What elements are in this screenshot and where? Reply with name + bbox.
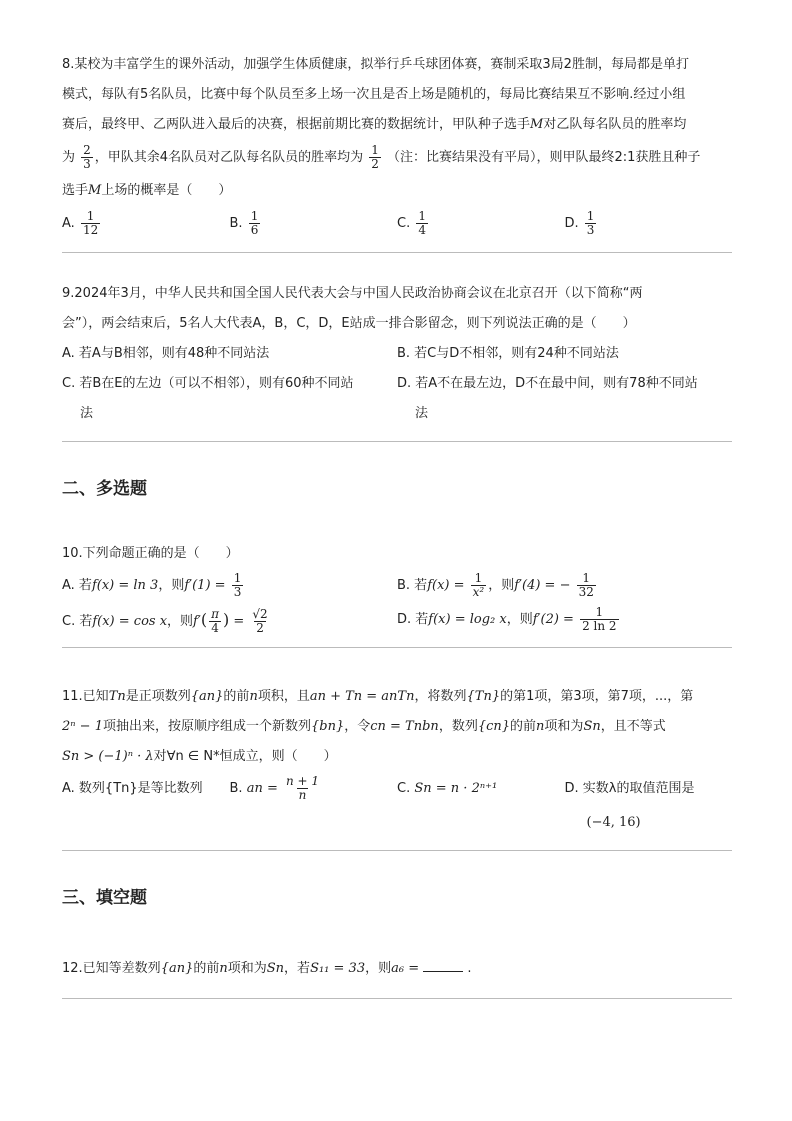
q8-option-c[interactable]: C. $\frac{1}{4}$ <box>397 209 426 237</box>
question-8 <box>62 50 732 242</box>
q11-option-a[interactable]: A. 数列{Tn}是等比数列 <box>62 781 203 796</box>
q9-option-d[interactable]: D. 若A不在最左边，D不在最中间，则有78种不同站 法 <box>397 376 698 421</box>
q8-options <box>62 206 732 242</box>
q11-line-2: 2ⁿ − 1项抽出来，按原顺序组成一个新数列{bn}，令cn = Tnbn，数列{cn}的前n项和为Sn，且不等式 <box>62 719 666 734</box>
q10-option-b[interactable]: B. 若f(x) = $\frac{1}{\text{x²}}$ ，则f′(4) = − $\frac{1}{32}$ <box>397 571 594 599</box>
section-heading-fill-in: 三、填空题 <box>62 888 147 908</box>
q8-option-d[interactable]: D. $\frac{1}{3}$ <box>564 209 595 237</box>
q10-option-c[interactable]: C. 若f(x) = cos x，则f′( $\frac{\pi}{4}$ ) = $\frac{√2}{2}$ <box>62 607 268 635</box>
q8-line-1: 8.某校为丰富学生的课外活动，加强学生体质健康，拟举行乒乓球团体赛，赛制采取3局2胜制，每局都是单打 <box>62 57 689 72</box>
q9-options <box>62 339 732 429</box>
q8-option-b[interactable]: B. $\frac{1}{6}$ <box>229 209 259 237</box>
q8-line-4: 为 $\frac{2}{3}$ ，甲队其余4名队员对乙队每名队员的胜率均为 $\frac{1}{2}$ （注：比赛结果没有平局），则甲队最终2:1获胜且种子 <box>62 143 701 171</box>
q11-line-1: 11.已知Tn是正项数列{an}的前n项积，且an + Tn = anTn，将数列{Tn}的第1项，第3项，第7项，...，第 <box>62 689 694 704</box>
q10-option-d[interactable]: D. 若f(x) = log₂ x，则f′(2) = $\frac{1}{2 \ln 2}$ <box>397 605 617 633</box>
exam-page <box>62 50 732 999</box>
divider <box>62 441 732 442</box>
section-heading-multiple-choice: 二、多选题 <box>62 479 147 499</box>
divider <box>62 998 732 999</box>
q10-line-1: 10.下列命题正确的是（ ） <box>62 546 239 561</box>
fraction-2-3: $\frac{2}{3}$ <box>83 143 91 171</box>
fraction-1-2: $\frac{1}{2}$ <box>371 143 379 171</box>
q11-options <box>62 772 732 840</box>
q11-option-b[interactable]: B. an = $\frac{n + 1}{n}$ <box>229 774 320 802</box>
q9-line-2: 会”），两会结束后，5名人大代表A，B，C，D，E站成一排合影留念，则下列说法正确的是（ ） <box>62 316 636 331</box>
q8-line-3: 赛后，最终甲、乙两队进入最后的决赛，根据前期比赛的数据统计，甲队种子选手M对乙队每名队员的胜率均 <box>62 117 687 132</box>
q10-options <box>62 569 732 639</box>
q8-option-a[interactable]: A. $\frac{1}{12}$ <box>62 209 99 237</box>
q10-option-a[interactable]: A. 若f(x) = ln 3，则f′(1) = $\frac{1}{3}$ <box>62 571 242 599</box>
question-10 <box>62 539 732 639</box>
q12-line-1: 12.已知等差数列{an}的前n项和为Sn，若S₁₁ = 33，则a₆ = . <box>62 961 472 976</box>
q9-line-1: 9.2024年3月，中华人民共和国全国人民代表大会与中国人民政治协商会议在北京召开（以下简称“两 <box>62 286 643 301</box>
q8-line-5: 选手M上场的概率是（ ） <box>62 183 232 198</box>
question-11 <box>62 682 732 840</box>
divider <box>62 647 732 648</box>
question-12 <box>62 954 732 984</box>
answer-blank[interactable] <box>423 959 463 972</box>
divider <box>62 850 732 851</box>
q9-option-a[interactable]: A. 若A与B相邻，则有48种不同站法 <box>62 346 270 361</box>
q8-line-2: 模式，每队有5名队员，比赛中每个队员至多上场一次且是否上场是随机的，每局比赛结果互不影响.经过小组 <box>62 87 686 102</box>
q11-option-d[interactable]: D. 实数λ的取值范围是 (−4, 16) <box>564 781 695 830</box>
q11-line-3: Sn > (−1)ⁿ · λ对∀n ∈ N*恒成立，则（ ） <box>62 749 337 764</box>
question-9 <box>62 279 732 429</box>
q11-option-c[interactable]: C. Sn = n · 2ⁿ⁺¹ <box>397 781 498 796</box>
divider <box>62 252 732 253</box>
q9-option-c[interactable]: C. 若B在E的左边（可以不相邻），则有60种不同站 法 <box>62 376 354 421</box>
q9-option-b[interactable]: B. 若C与D不相邻，则有24种不同站法 <box>397 346 619 361</box>
